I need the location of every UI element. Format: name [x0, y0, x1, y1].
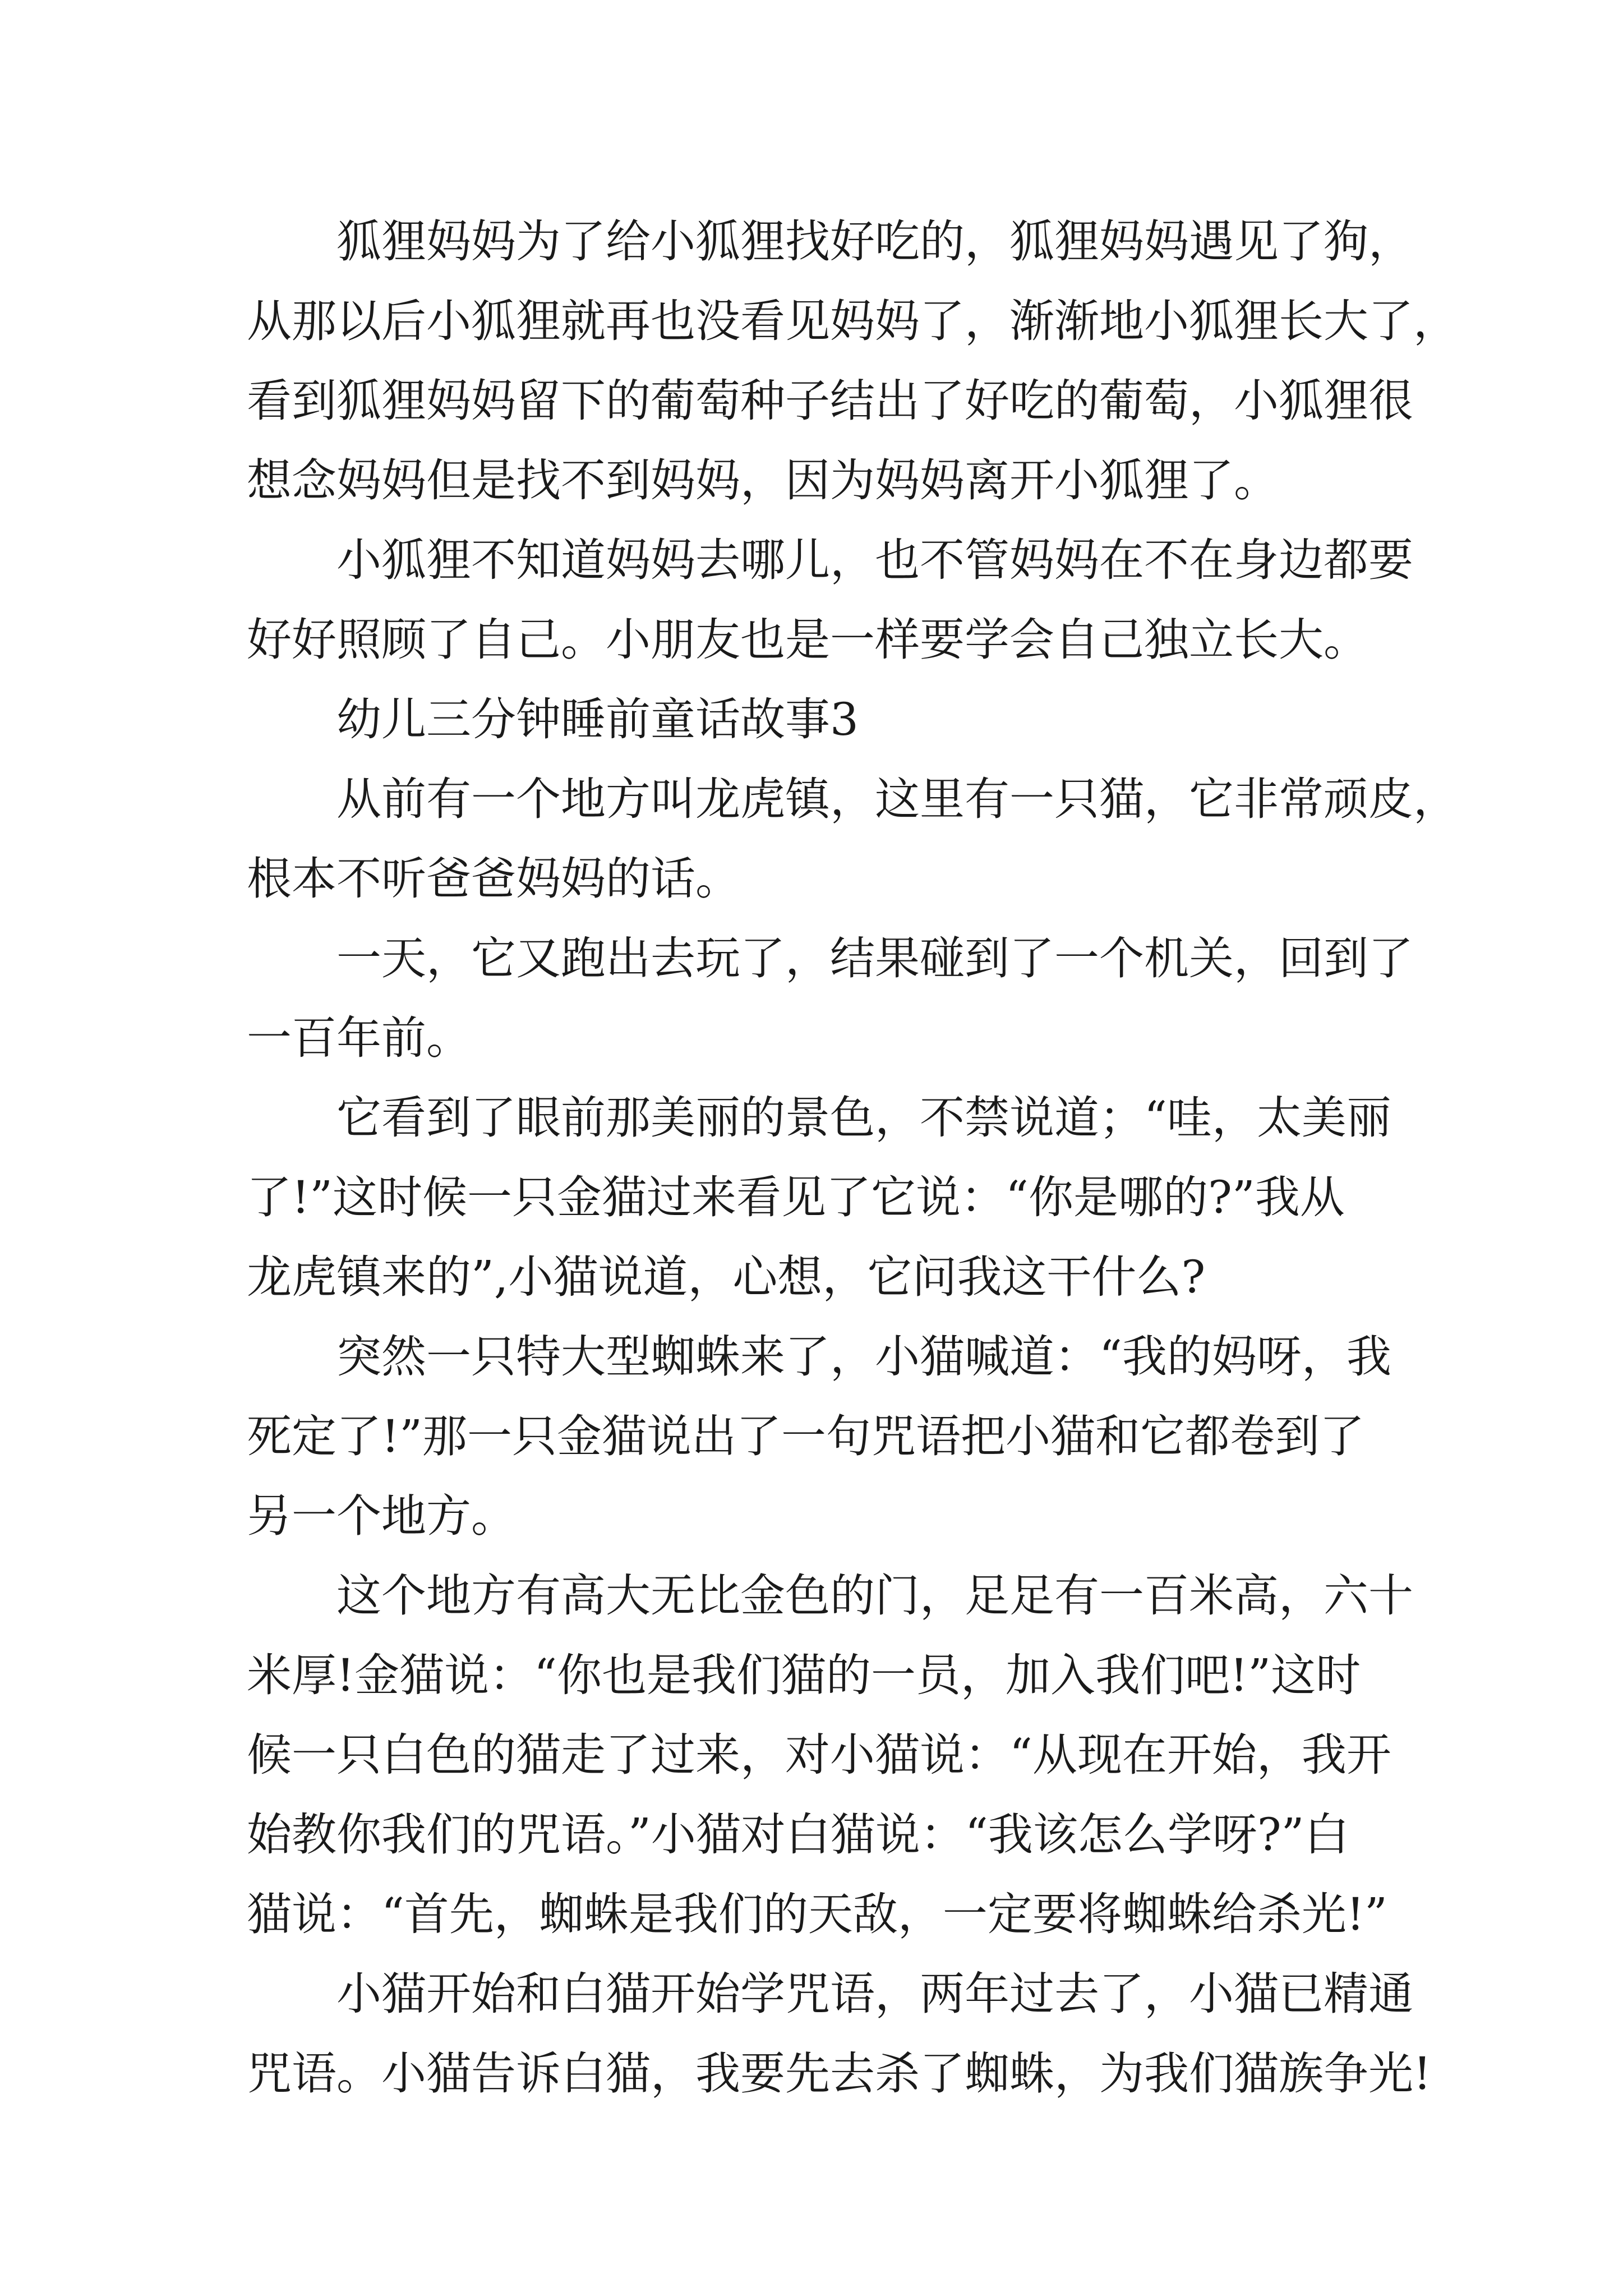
text-line: 狐狸妈妈为了给小狐狸找好吃的，狐狸妈妈遇见了狗， — [336, 215, 1413, 268]
text-line: 了!”这时候一只金猫过来看见了它说：“你是哪的?”我从 — [247, 1171, 1345, 1223]
text-line: 好好照顾了自己。小朋友也是一样要学会自己独立长大。 — [247, 614, 1368, 666]
text-line: 咒语。小猫告诉白猫，我要先去杀了蜘蛛，为我们猫族争光! — [247, 2047, 1432, 2100]
story-paragraph-4 — [247, 1317, 1447, 1556]
text-line: 猫说：“首先，蜘蛛是我们的天敌，一定要将蜘蛛给杀光!” — [247, 1888, 1387, 1940]
story-paragraph-5 — [247, 1556, 1447, 1954]
text-line: 它看到了眼前那美丽的景色，不禁说道；“哇，太美丽 — [336, 1092, 1391, 1144]
text-line: 小猫开始和白猫开始学咒语，两年过去了，小猫已精通 — [336, 1968, 1413, 2020]
text-line: 从那以后小狐狸就再也没看见妈妈了，渐渐地小狐狸长大了， — [247, 295, 1458, 347]
text-line: 死定了!”那一只金猫说出了一句咒语把小猫和它都卷到了 — [247, 1410, 1365, 1462]
text-line: 看到狐狸妈妈留下的葡萄种子结出了好吃的葡萄，小狐狸很 — [247, 375, 1413, 427]
text-line: 突然一只特大型蜘蛛来了，小猫喊道：“我的妈呀，我 — [336, 1331, 1391, 1383]
story-paragraph-6 — [247, 1954, 1447, 2114]
text-line: 候一只白色的猫走了过来，对小猫说：“从现在开始，我开 — [247, 1729, 1391, 1781]
text-line: 想念妈妈但是找不到妈妈，因为妈妈离开小狐狸了。 — [247, 454, 1279, 507]
text-line: 另一个地方。 — [247, 1490, 516, 1542]
text-line: 一百年前。 — [247, 1012, 471, 1064]
text-line: 米厚!金猫说：“你也是我们猫的一员，加入我们吧!”这时 — [247, 1649, 1361, 1701]
story-paragraph-2 — [247, 919, 1447, 1078]
text-line: 始教你我们的咒语。”小猫对白猫说：“我该怎么学呀?”白 — [247, 1809, 1349, 1861]
paragraph-2 — [247, 521, 1447, 680]
paragraph-1 — [247, 202, 1458, 521]
story-paragraph-1 — [247, 760, 1458, 919]
section-heading: 幼儿三分钟睡前童话故事3 — [336, 693, 859, 746]
text-line: 小狐狸不知道妈妈去哪儿，也不管妈妈在不在身边都要 — [336, 534, 1413, 586]
text-line: 这个地方有高大无比金色的门，足足有一百米高，六十 — [336, 1570, 1413, 1622]
text-line: 从前有一个地方叫龙虎镇，这里有一只猫，它非常顽皮， — [336, 773, 1458, 825]
text-line: 一天，它又跑出去玩了，结果碰到了一个机关，回到了 — [336, 932, 1413, 984]
story-paragraph-3 — [247, 1078, 1447, 1317]
document-body — [247, 202, 1458, 2114]
text-line: 根本不听爸爸妈妈的话。 — [247, 853, 740, 905]
text-line: 龙虎镇来的”,小猫说道，心想，它问我这干什么? — [247, 1251, 1206, 1303]
